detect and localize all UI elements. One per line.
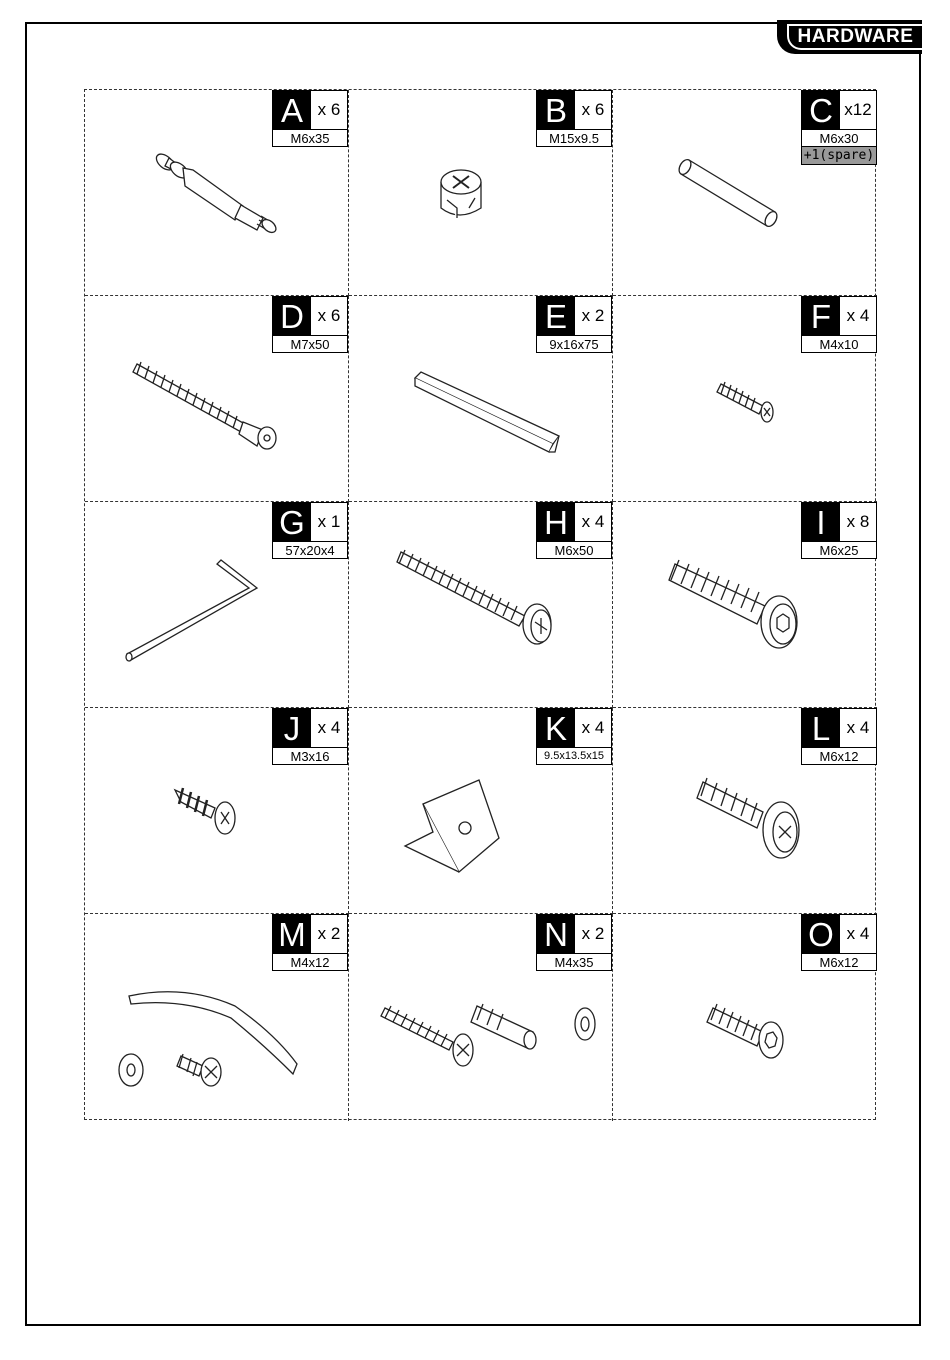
part-size: M6x25: [819, 542, 859, 558]
part-quantity: x 4: [581, 718, 605, 737]
part-letter: J: [273, 709, 311, 747]
part-cell-b: [349, 90, 613, 296]
part-letter: B: [537, 91, 575, 129]
part-size: M6x12: [819, 748, 859, 764]
part-quantity: x 2: [581, 306, 605, 325]
part-size: M6x50: [554, 542, 594, 558]
part-label-o: [801, 914, 877, 971]
part-label-k: [536, 708, 612, 765]
part-quantity: x 4: [317, 718, 341, 737]
part-size: M6x30: [819, 130, 859, 146]
part-label-d: [272, 296, 348, 353]
part-size: M7x50: [290, 336, 330, 352]
part-label-c: [801, 90, 877, 165]
part-cell-o: [613, 914, 877, 1121]
part-quantity: x 4: [581, 512, 605, 531]
part-label-h: [536, 502, 612, 559]
part-quantity: x 6: [581, 100, 605, 119]
part-size: M3x16: [290, 748, 330, 764]
part-cell-j: [85, 708, 349, 914]
part-letter: F: [802, 297, 840, 335]
part-label-e: [536, 296, 612, 353]
part-quantity: x 6: [317, 306, 341, 325]
part-quantity: x 8: [846, 512, 870, 531]
part-cell-a: [85, 90, 349, 296]
part-cell-h: [349, 502, 613, 708]
hardware-grid: [84, 89, 876, 1120]
part-size: 57x20x4: [285, 542, 335, 558]
part-cell-l: [613, 708, 877, 914]
part-size: M6x12: [819, 954, 859, 970]
part-label-n: [536, 914, 612, 971]
part-letter: L: [802, 709, 840, 747]
part-size: M4x10: [819, 336, 859, 352]
part-quantity: x 4: [846, 924, 870, 943]
part-cell-d: [85, 296, 349, 502]
part-cell-g: [85, 502, 349, 708]
part-quantity: x 4: [846, 718, 870, 737]
part-quantity: x 6: [317, 100, 341, 119]
part-quantity: x 2: [581, 924, 605, 943]
part-size: M6x35: [290, 130, 330, 146]
spare-note: +1(spare): [803, 148, 875, 163]
part-size: 9x16x75: [549, 336, 599, 352]
part-size: M4x12: [290, 954, 330, 970]
part-letter: I: [802, 503, 840, 541]
part-quantity: x12: [844, 100, 872, 119]
part-cell-m: [85, 914, 349, 1121]
header-title: HARDWARE: [787, 24, 922, 50]
part-label-b: [536, 90, 612, 147]
part-cell-c: [613, 90, 877, 296]
part-letter: E: [537, 297, 575, 335]
part-size: 9.5x13.5x15: [544, 750, 604, 762]
part-label-a: [272, 90, 348, 147]
part-quantity: x 1: [317, 512, 341, 531]
part-label-m: [272, 914, 348, 971]
part-letter: N: [537, 915, 575, 953]
part-quantity: x 4: [846, 306, 870, 325]
part-label-l: [801, 708, 877, 765]
part-cell-e: [349, 296, 613, 502]
part-size: M15x9.5: [549, 130, 599, 146]
part-cell-f: [613, 296, 877, 502]
part-cell-i: [613, 502, 877, 708]
part-label-j: [272, 708, 348, 765]
part-letter: O: [802, 915, 840, 953]
part-quantity: x 2: [317, 924, 341, 943]
part-label-g: [272, 502, 348, 559]
part-letter: A: [273, 91, 311, 129]
part-letter: H: [537, 503, 575, 541]
part-letter: G: [273, 503, 311, 541]
part-size: M4x35: [554, 954, 594, 970]
part-cell-k: [349, 708, 613, 914]
part-letter: M: [273, 915, 311, 953]
part-cell-n: [349, 914, 613, 1121]
part-letter: D: [273, 297, 311, 335]
part-label-i: [801, 502, 877, 559]
part-letter: K: [537, 709, 575, 747]
part-letter: C: [802, 91, 840, 129]
part-label-f: [801, 296, 877, 353]
